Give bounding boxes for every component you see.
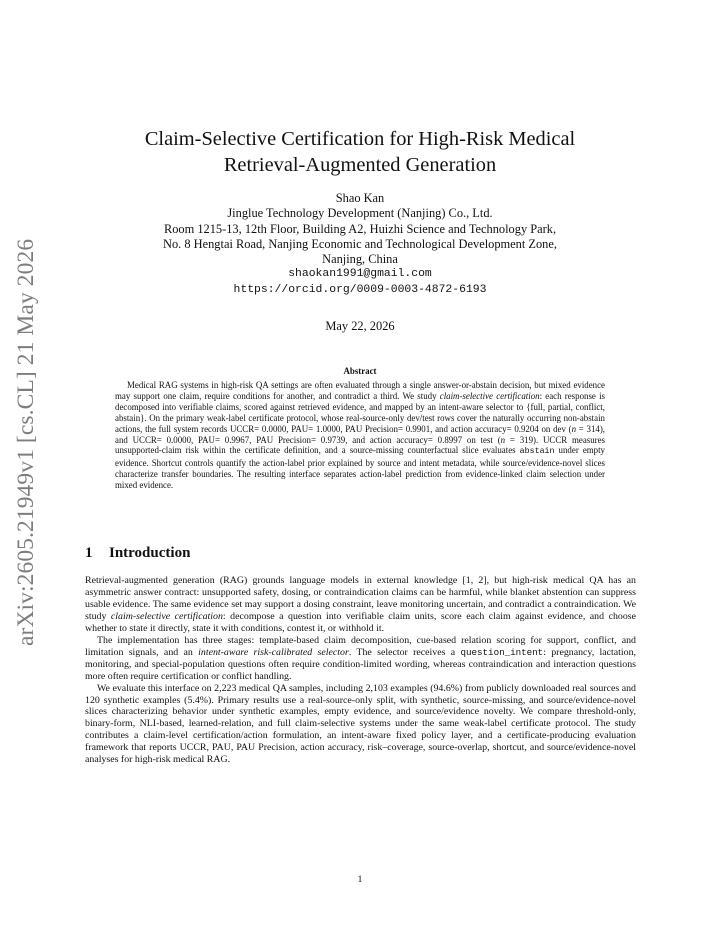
paper-title — [110, 126, 610, 178]
introduction-body — [85, 575, 636, 766]
paragraph-2: The implementation has three stages: template-based claim decomposition, cue-based relation scoring for support, conflict, and limitation signals, and an intent-aware risk-calibrated selector. The selector receives a question_intent: pregnancy, lactation, monitoring, and special-population questions often require condition-limited wording, whereas contraindication and interaction questions more often require certification or conflict handling. — [85, 634, 636, 682]
affiliation-line-3: No. 8 Hengtai Road, Nanjing Economic and Technological Development Zone, — [163, 236, 557, 251]
abstract-emphasis: claim-selective certification — [439, 390, 540, 401]
author-email[interactable]: shaokan1991@gmail.com — [288, 268, 432, 281]
abstract-text: Medical RAG systems in high-risk QA settings are often evaluated through a single answer-or-abstain decision, but mixed evidence may support one claim, require conditions for another, and contradict a third. We study claim-selective certification: each response is decomposed into verifiable claims, scored against retrieved evidence, and mapped by an intent-aware selector to {full, partial, conflict, abstain}. On the primary weak-label certificate protocol, whose real-source-only dev/test rows cover the naturally occurring non-abstain actions, the full system records UCCR= 0.0000, PAU= 1.0000, PAU Precision= 0.9901, and action accuracy= 0.9204 on dev (n = 314), and UCCR= 0.0000, PAU= 0.9967, PAU Precision= 0.9739, and action accuracy= 0.8997 on test (n = 319). UCCR measures unsupported-claim risk within the certificate definition, and a source-missing counterfactual slice evaluates abstain under empty evidence. Shortcut controls quantify the action-label prior explained by source and intent metadata, while source/evidence-novel slices characterize transfer boundaries. The resulting interface separates action-label prediction from evidence-linked claim selection under mixed evidence. — [115, 380, 605, 491]
section-number: 1 — [85, 545, 93, 561]
affiliation-line-2: Room 1215-13, 12th Floor, Building A2, Huizhi Science and Technology Park, — [163, 221, 557, 236]
author-block — [100, 191, 620, 298]
paragraph-1: Retrieval-augmented generation (RAG) grounds language models in external knowledge [1, 2], but high-risk medical QA has an asymmetric answer contract: unsupported safety, dosing, or contraindication claims can be harmful, while blanket abstention can suppress usable evidence. The same evidence set may support a dosing constraint, leave monitoring uncertain, and contradict a contraindication. We study claim-selective certification: decompose a question into verifiable claim units, score each claim against evidence, and choose whether to state it directly, state it with conditions, contest it, or withhold it. — [85, 575, 636, 634]
affiliation-line-1: Jinglue Technology Development (Nanjing) Co., Ltd. — [227, 206, 493, 221]
section-title: Introduction — [109, 545, 191, 561]
title-line-2: Retrieval-Augmented Generation — [223, 154, 497, 176]
title-line-1: Claim-Selective Certification for High-Risk Medical — [144, 128, 576, 150]
author-name: Shao Kan — [335, 191, 385, 205]
paragraph-3: We evaluate this interface on 2,223 medical QA samples, including 2,103 examples (94.6%) from publicly downloaded real sources and 120 synthetic examples (5.4%). Primary results use a real-source-only split, with synthetic, source-missing, and source/evidence-novel slices characterizing behavior under synthetic examples, empty evidence, and source/evidence novelty. We compare threshold-only, binary-form, NLI-based, learned-relation, and full claim-selective systems under the same weak-label certificate protocol. The study contributes a claim-level certification/action formulation, an intent-aware fixed policy layer, and a certificate-producing evaluation framework that reports UCCR, PAU, PAU Precision, action accuracy, risk–coverage, source-overlap, shortcut, and source/evidence-novel analyses for high-risk medical RAG. — [85, 682, 636, 766]
publication-date: May 22, 2026 — [325, 319, 395, 333]
page-number: 1 — [357, 874, 363, 885]
affiliation-line-4: Nanjing, China — [322, 252, 398, 267]
section-heading — [85, 545, 190, 562]
abstract-heading: Abstract — [343, 366, 377, 376]
abstract-code: abstain — [519, 447, 555, 457]
author-orcid[interactable]: https://orcid.org/0009-0003-4872-6193 — [233, 283, 487, 296]
inline-code: question_intent — [460, 646, 544, 658]
arxiv-identifier: arXiv:2605.21949v1 [cs.CL] 21 May 2026 — [13, 238, 39, 646]
